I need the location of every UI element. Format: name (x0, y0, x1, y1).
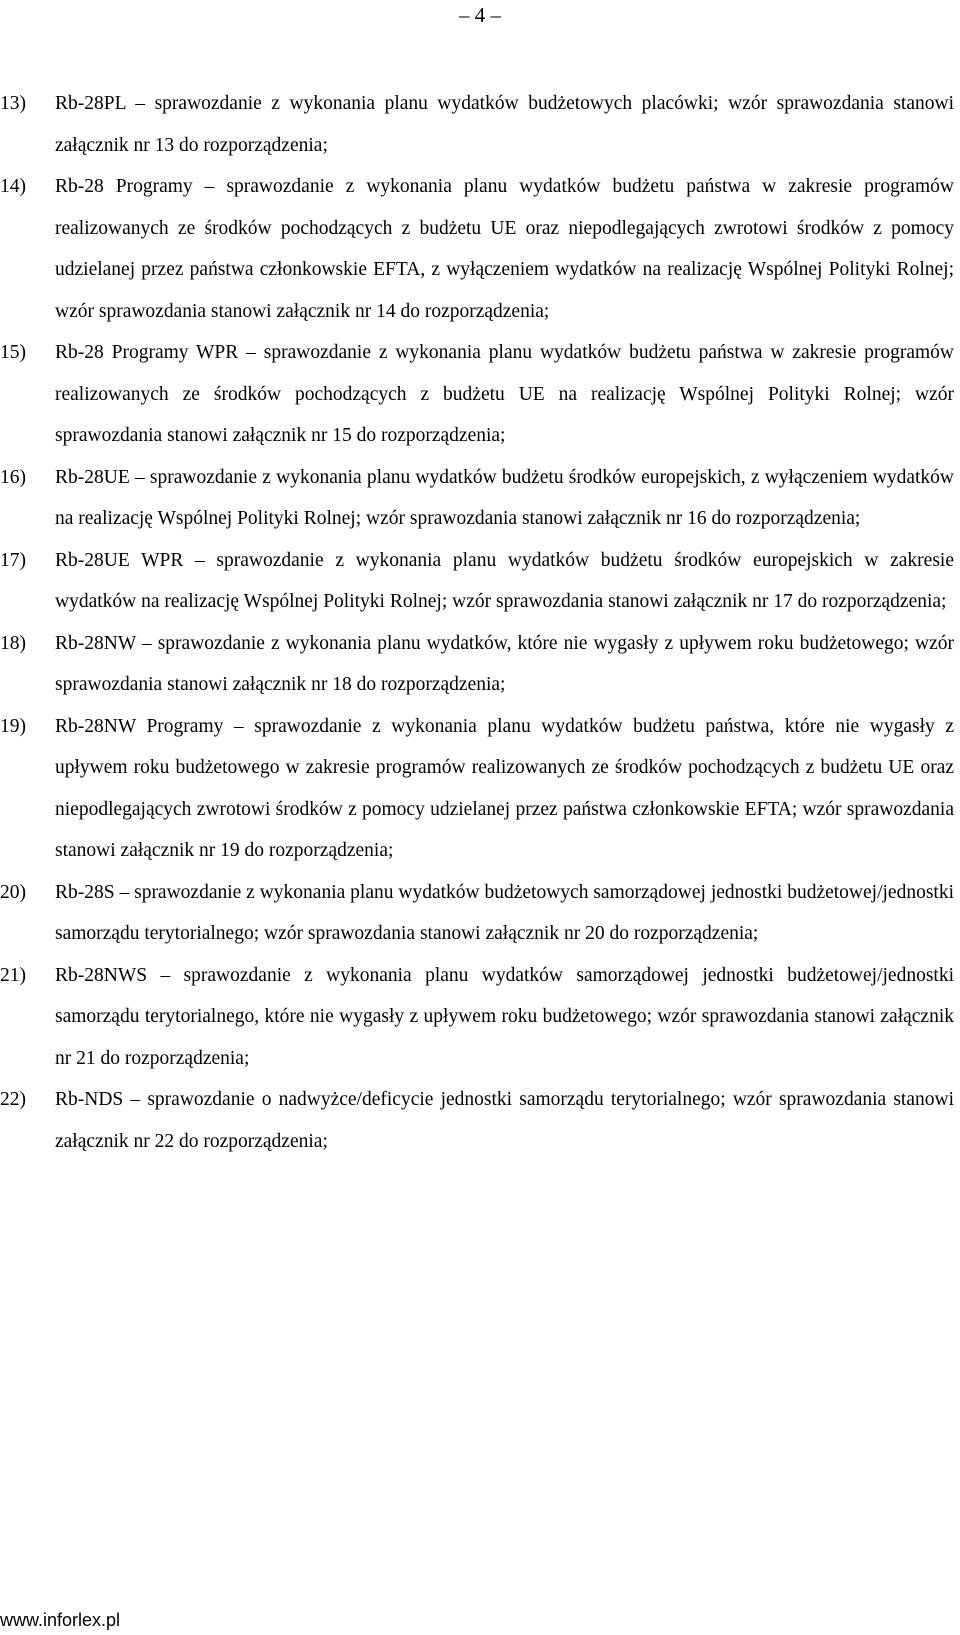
item-number: 14) (0, 176, 26, 197)
list-item (0, 623, 960, 706)
item-text: Rb-28NW Programy – sprawozdanie z wykonania planu wydatków budżetu państwa, które nie wygasły z upływem roku budżetowego w zakresie programów realizowanych ze środków pochodzących z budżetu UE oraz niepodlegających zwrotowi środków z pomocy udzielanej przez państwa członkowskie EFTA; wzór sprawozdania stanowi załącznik nr 19 do rozporządzenia; (55, 715, 954, 861)
item-number: 16) (0, 466, 26, 488)
item-text: Rb-28PL – sprawozdanie z wykonania planu wydatków budżetowych placówki; wzór sprawozdania stanowi załącznik nr 13 do rozporządzenia; (55, 93, 954, 156)
item-number: 17) (0, 549, 26, 571)
list-item (0, 83, 960, 166)
item-number: 18) (0, 632, 26, 654)
item-text: Rb-28 Programy WPR – sprawozdanie z wykonania planu wydatków budżetu państwa w zakresie programów realizowanych ze środków pochodzących z budżetu UE na realizację Wspólnej Polityki Rolnej; wzór sprawozdania stanowi załącznik nr 15 do rozporządzenia; (55, 342, 954, 446)
page-number: – 4 – (459, 3, 501, 27)
item-text: Rb-NDS – sprawozdanie o nadwyżce/deficycie jednostki samorządu terytorialnego; wzór sprawozdania stanowi załącznik nr 22 do rozporządzenia; (55, 1089, 954, 1152)
item-number: 20) (0, 881, 26, 903)
list-item (0, 1079, 960, 1162)
regulation-item-list (0, 83, 960, 1162)
list-item (0, 457, 960, 540)
item-text: Rb-28 Programy – sprawozdanie z wykonania planu wydatków budżetu państwa w zakresie programów realizowanych ze środków pochodzących z budżetu UE oraz niepodlegających zwrotowi środków z pomocy udzielanej przez państwa członkowskie EFTA, z wyłączeniem wydatków na realizację Wspólnej Polityki Rolnej; wzór sprawozdania stanowi załącznik nr 14 do rozporządzenia; (55, 176, 954, 322)
item-number: 15) (0, 342, 26, 363)
item-text: Rb-28NWS – sprawozdanie z wykonania planu wydatków samorządowej jednostki budżetowej/jednostki samorządu terytorialnego, które nie wygasły z upływem roku budżetowego; wzór sprawozdania stanowi załącznik nr 21 do rozporządzenia; (55, 964, 954, 1069)
footer-url: www.inforlex.pl (0, 1610, 121, 1630)
item-number: 13) (0, 93, 26, 114)
list-item (0, 872, 960, 955)
item-number: 22) (0, 1089, 26, 1110)
item-text: Rb-28NW – sprawozdanie z wykonania planu wydatków, które nie wygasły z upływem roku budżetowego; wzór sprawozdania stanowi załącznik nr 18 do rozporządzenia; (55, 632, 954, 695)
list-item (0, 955, 960, 1080)
list-item (0, 166, 960, 332)
list-item (0, 332, 960, 457)
item-text: Rb-28UE WPR – sprawozdanie z wykonania planu wydatków budżetu środków europejskich w zakresie wydatków na realizację Wspólnej Polityki Rolnej; wzór sprawozdania stanowi załącznik nr 17 do rozporządzenia; (55, 549, 954, 612)
list-item (0, 706, 960, 872)
item-text: Rb-28UE – sprawozdanie z wykonania planu wydatków budżetu środków europejskich, z wyłączeniem wydatków na realizację Wspólnej Polityki Rolnej; wzór sprawozdania stanowi załącznik nr 16 do rozporządzenia; (55, 466, 954, 529)
list-item (0, 540, 960, 623)
item-number: 19) (0, 715, 26, 737)
item-text: Rb-28S – sprawozdanie z wykonania planu wydatków budżetowych samorządowej jednostki budżetowej/jednostki samorządu terytorialnego; wzór sprawozdania stanowi załącznik nr 20 do rozporządzenia; (55, 881, 954, 944)
item-number: 21) (0, 964, 26, 986)
